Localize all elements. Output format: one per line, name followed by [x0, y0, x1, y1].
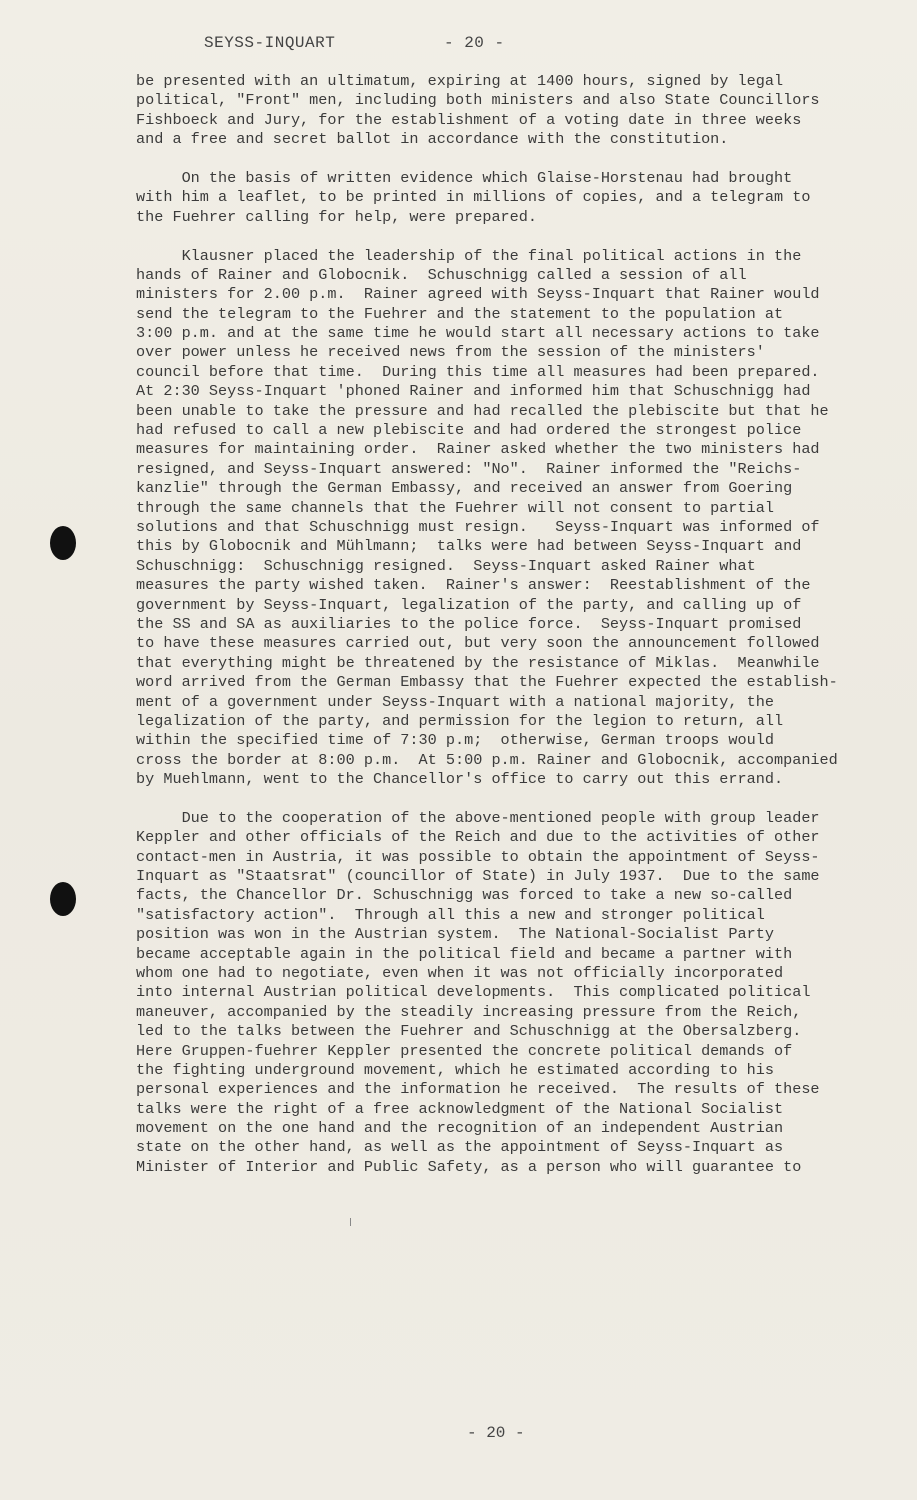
text-line: Here Gruppen-fuehrer Keppler presented the concrete political demands of — [136, 1041, 793, 1060]
text-line: to have these measures carried out, but very soon the announcement followed — [136, 634, 820, 653]
text-line: the fighting underground movement, which he estimated according to his — [136, 1060, 774, 1079]
text-line: personal experiences and the information he received. The results of these — [136, 1080, 820, 1099]
page-footer — [467, 1424, 525, 1442]
text-line: legalization of the party, and permission for the legion to return, all — [136, 711, 784, 730]
paragraph-gap — [136, 227, 876, 246]
text-line: send the telegram to the Fuehrer and the statement to the population at — [136, 304, 784, 323]
text-line: became acceptable again in the political field and became a partner with — [136, 944, 793, 963]
text-line: On the basis of written evidence which Glaise-Horstenau had brought — [136, 168, 793, 187]
paragraph-gap — [136, 789, 876, 808]
text-line: measures the party wished taken. Rainer's answer: Reestablishment of the — [136, 576, 811, 595]
text-line: Keppler and other officials of the Reich and due to the activities of other — [136, 828, 820, 847]
text-line: "satisfactory action". Through all this a new and stronger political — [136, 905, 765, 924]
paragraph-gap — [136, 150, 876, 169]
text-line: this by Globocnik and Mühlmann; talks were had between Seyss-Inquart and — [136, 537, 802, 556]
text-line: that everything might be threatened by the resistance of Miklas. Meanwhile — [136, 653, 820, 672]
text-line: government by Seyss-Inquart, legalization of the party, and calling up of — [136, 595, 802, 614]
text-line: talks were the right of a free acknowledgment of the National Socialist — [136, 1099, 784, 1118]
text-line: maneuver, accompanied by the steadily increasing pressure from the Reich, — [136, 1002, 802, 1021]
paragraph — [136, 247, 876, 790]
text-line: by Muehlmann, went to the Chancellor's office to carry out this errand. — [136, 770, 784, 789]
text-line: council before that time. During this time all measures had been prepared. — [136, 362, 820, 381]
text-line: At 2:30 Seyss-Inquart 'phoned Rainer and informed him that Schuschnigg had — [136, 382, 811, 401]
text-line: hands of Rainer and Globocnik. Schuschnigg called a session of all — [136, 265, 747, 284]
footer-page-number: - 20 - — [467, 1424, 525, 1442]
text-line: resigned, and Seyss-Inquart answered: "No". Rainer informed the "Reichs- — [136, 459, 802, 478]
text-line: ministers for 2.00 p.m. Rainer agreed with Seyss-Inquart that Rainer would — [136, 285, 820, 304]
paper-mark — [350, 1218, 351, 1226]
text-line: state on the other hand, as well as the appointment of Seyss-Inquart as — [136, 1138, 784, 1157]
text-line: facts, the Chancellor Dr. Schuschnigg was forced to take a new so-called — [136, 886, 793, 905]
text-line: 3:00 p.m. and at the same time he would start all necessary actions to take — [136, 324, 820, 343]
punch-hole-bottom — [50, 882, 76, 916]
text-line: and a free and secret ballot in accordance with the constitution. — [136, 130, 729, 149]
text-line: through the same channels that the Fuehrer will not consent to partial — [136, 498, 774, 517]
header-page-number: - 20 - — [444, 34, 505, 52]
text-line: Minister of Interior and Public Safety, as a person who will guarantee to — [136, 1157, 802, 1176]
text-line: Due to the cooperation of the above-mentioned people with group leader — [136, 808, 820, 827]
document-body — [136, 72, 876, 1177]
paragraph — [136, 809, 876, 1177]
header-title: SEYSS-INQUART — [204, 34, 336, 52]
page-header — [204, 34, 505, 52]
text-line: word arrived from the German Embassy that the Fuehrer expected the establish- — [136, 673, 838, 692]
paragraph — [136, 72, 876, 150]
text-line: be presented with an ultimatum, expiring at 1400 hours, signed by legal — [136, 72, 784, 90]
text-line: over power unless he received news from the session of the ministers' — [136, 343, 765, 362]
text-line: solutions and that Schuschnigg must resign. Seyss-Inquart was informed of — [136, 517, 820, 536]
paragraph — [136, 169, 876, 227]
text-line: movement on the one hand and the recognition of an independent Austrian — [136, 1119, 784, 1138]
punch-hole-top — [50, 526, 76, 560]
text-line: the SS and SA as auxiliaries to the police force. Seyss-Inquart promised — [136, 614, 802, 633]
text-line: political, "Front" men, including both ministers and also State Councillors — [136, 91, 820, 110]
text-line: Inquart as "Staatsrat" (councillor of State) in July 1937. Due to the same — [136, 867, 820, 886]
text-line: within the specified time of 7:30 p.m; otherwise, German troops would — [136, 731, 774, 750]
text-line: been unable to take the pressure and had recalled the plebiscite but that he — [136, 401, 829, 420]
text-line: the Fuehrer calling for help, were prepared. — [136, 207, 538, 226]
text-line: Schuschnigg: Schuschnigg resigned. Seyss-Inquart asked Rainer what — [136, 556, 756, 575]
text-line: Klausner placed the leadership of the final political actions in the — [136, 246, 802, 265]
text-line: ment of a government under Seyss-Inquart with a national majority, the — [136, 692, 774, 711]
text-line: Fishboeck and Jury, for the establishment of a voting date in three weeks — [136, 110, 802, 129]
text-line: contact-men in Austria, it was possible to obtain the appointment of Seyss- — [136, 847, 820, 866]
text-line: kanzlie" through the German Embassy, and received an answer from Goering — [136, 479, 793, 498]
text-line: cross the border at 8:00 p.m. At 5:00 p.m. Rainer and Globocnik, accompanied — [136, 750, 838, 769]
text-line: whom one had to negotiate, even when it was not officially incorporated — [136, 963, 784, 982]
text-line: had refused to call a new plebiscite and had ordered the strongest police — [136, 421, 802, 440]
text-line: into internal Austrian political developments. This complicated political — [136, 983, 811, 1002]
text-line: measures for maintaining order. Rainer asked whether the two ministers had — [136, 440, 820, 459]
text-line: led to the talks between the Fuehrer and Schuschnigg at the Obersalzberg. — [136, 1022, 802, 1041]
text-line: position was won in the Austrian system. The National-Socialist Party — [136, 925, 774, 944]
text-line: with him a leaflet, to be printed in millions of copies, and a telegram to — [136, 188, 811, 207]
